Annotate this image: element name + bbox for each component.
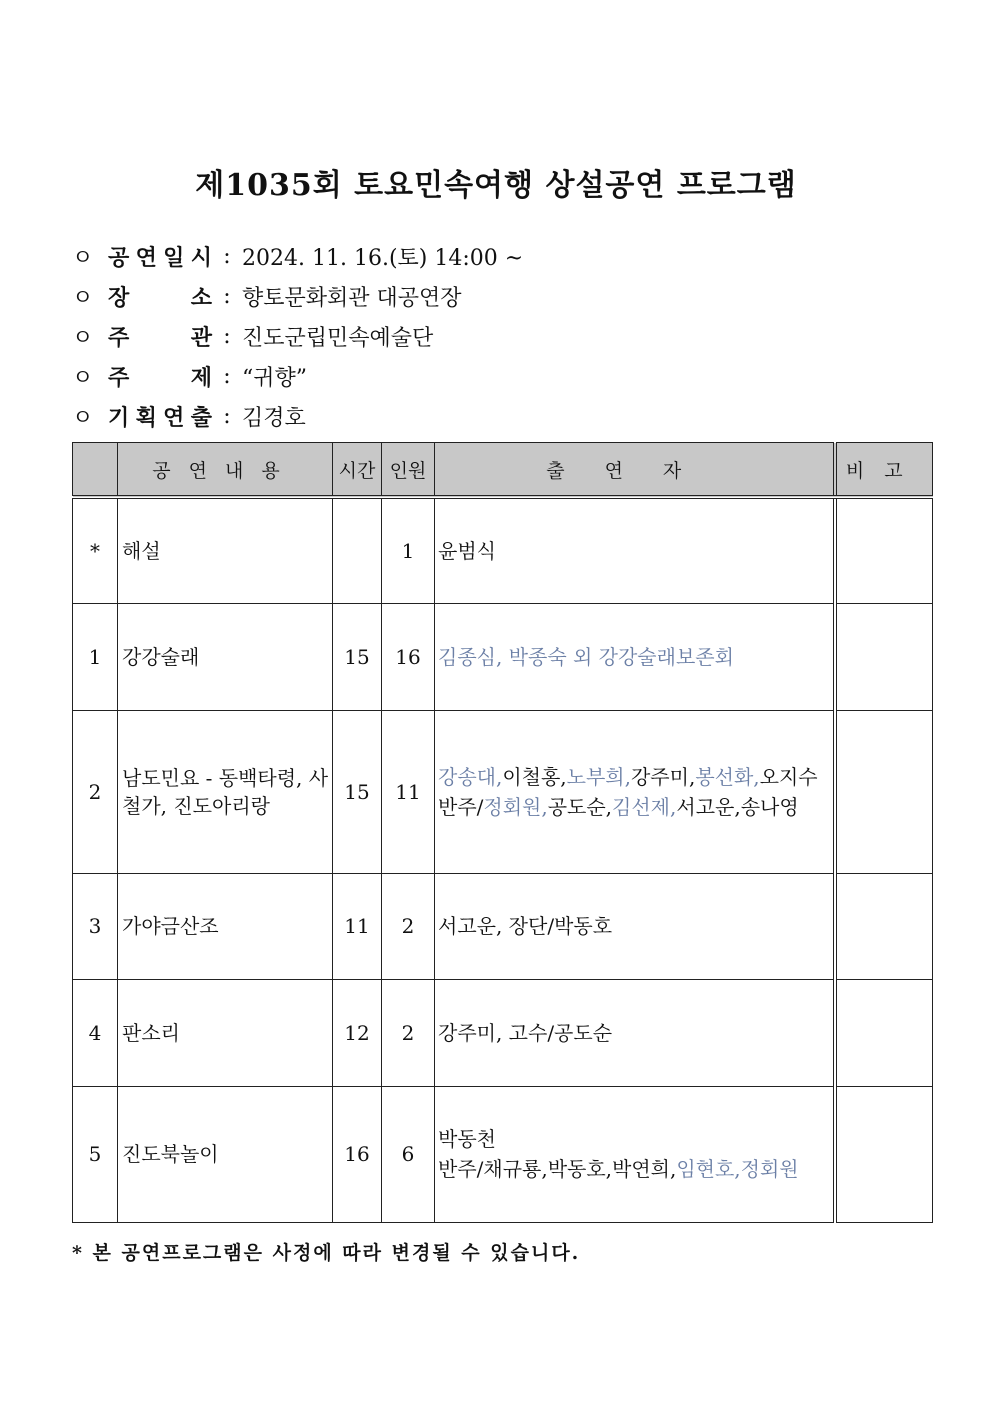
row-performers <box>435 497 835 603</box>
row-time <box>333 497 382 603</box>
info-value: 진도군립민속예술단 <box>242 325 434 351</box>
performer-name: 김종심, 박종숙 외 강강술래보존회 <box>438 644 734 669</box>
info-value: 김경호 <box>242 405 306 431</box>
info-label <box>108 281 212 312</box>
row-performers <box>435 1086 835 1222</box>
info-value: 2024. 11. 16.(토) 14:00 ~ <box>242 245 524 271</box>
performer-name: 정회원, <box>483 794 548 819</box>
row-performers <box>435 979 835 1086</box>
row-people: 1 <box>382 497 435 603</box>
performer-line <box>438 792 833 822</box>
performer-name: 윤범식 <box>438 538 496 563</box>
performer-name: 강주미, <box>630 764 696 789</box>
info-row <box>72 356 523 396</box>
row-number: * <box>73 497 118 603</box>
performer-line <box>438 1124 833 1154</box>
bullet-icon: ㅇ <box>72 245 94 271</box>
row-time: 15 <box>333 710 382 873</box>
table-row <box>73 873 933 979</box>
row-time: 15 <box>333 603 382 710</box>
performer-name: 김선제, <box>612 794 677 819</box>
info-label-char: 획 <box>135 404 157 431</box>
row-number: 3 <box>73 873 118 979</box>
info-label-char: 기 <box>108 404 130 431</box>
row-note <box>835 603 933 710</box>
performer-line <box>438 1154 833 1184</box>
bullet-icon: ㅇ <box>72 325 94 351</box>
row-content: 가야금산조 <box>118 873 333 979</box>
performer-name: 서고운,송나영 <box>676 794 799 819</box>
row-content: 남도민요 - 동백타령, 사철가, 진도아리랑 <box>118 710 333 873</box>
info-value: 향토문화회관 대공연장 <box>242 285 462 311</box>
info-colon: : <box>223 243 231 269</box>
performer-name: 서고운, 장단/박동호 <box>438 914 613 938</box>
row-number: 5 <box>73 1086 118 1222</box>
info-label-char: 소 <box>190 284 212 311</box>
row-content: 강강술래 <box>118 603 333 710</box>
page-title: 제1035회 토요민속여행 상설공연 프로그램 <box>195 168 797 203</box>
performer-name: 강송대, <box>438 764 503 789</box>
info-label-char: 연 <box>135 244 157 271</box>
row-performers <box>435 873 835 979</box>
row-note <box>835 497 933 603</box>
info-label <box>108 361 212 392</box>
row-note <box>835 1086 933 1222</box>
table-row <box>73 603 933 710</box>
performer-name: 반주/채규룡,박동호,박연희, <box>438 1157 677 1181</box>
row-people: 6 <box>382 1086 435 1222</box>
row-content: 판소리 <box>118 979 333 1086</box>
info-label-char: 관 <box>190 324 212 351</box>
performer-line <box>438 536 833 566</box>
performer-line <box>438 642 833 672</box>
row-people: 11 <box>382 710 435 873</box>
row-number: 1 <box>73 603 118 710</box>
info-label <box>108 401 212 432</box>
header-note: 비고 <box>835 443 933 498</box>
header-time: 시간 <box>333 443 382 498</box>
table-row <box>73 979 933 1086</box>
header-performers: 출연자 <box>435 443 835 498</box>
header-content: 공연내용 <box>118 443 333 498</box>
row-number: 4 <box>73 979 118 1086</box>
row-content: 해설 <box>118 497 333 603</box>
info-row <box>72 316 523 356</box>
info-label <box>108 321 212 352</box>
row-people: 2 <box>382 873 435 979</box>
info-colon: : <box>223 283 231 309</box>
info-label-char: 주 <box>108 364 130 391</box>
table-row <box>73 1086 933 1222</box>
performer-name: 오지수 <box>759 764 818 789</box>
table-header-row <box>73 443 933 498</box>
table-row <box>73 497 933 603</box>
performer-name: 임현호,정회원 <box>676 1157 799 1181</box>
info-label-char: 시 <box>190 244 212 271</box>
info-label-char: 주 <box>108 324 130 351</box>
performer-name: 반주/ <box>438 794 484 819</box>
info-label <box>108 241 212 272</box>
info-label-char: 공 <box>108 244 130 271</box>
info-colon: : <box>223 403 231 429</box>
row-time: 12 <box>333 979 382 1086</box>
info-row <box>72 236 523 276</box>
performer-line <box>438 1018 833 1048</box>
info-label-char: 장 <box>108 284 130 311</box>
performer-name: 박동천 <box>438 1127 496 1151</box>
row-content: 진도북놀이 <box>118 1086 333 1222</box>
row-note <box>835 979 933 1086</box>
info-value: “귀향” <box>242 365 307 391</box>
header-no <box>73 443 118 498</box>
info-label-char: 출 <box>190 404 212 431</box>
row-people: 16 <box>382 603 435 710</box>
info-colon: : <box>223 363 231 389</box>
footer-note: * 본 공연프로그램은 사정에 따라 변경될 수 있습니다. <box>72 1242 581 1264</box>
info-row <box>72 396 523 436</box>
bullet-icon: ㅇ <box>72 405 94 431</box>
bullet-icon: ㅇ <box>72 285 94 311</box>
header-people: 인원 <box>382 443 435 498</box>
performer-name: 공도순, <box>547 794 613 819</box>
performer-name: 강주미, 고수/공도순 <box>438 1020 613 1045</box>
info-label-char: 제 <box>190 364 212 391</box>
performer-line <box>438 762 833 792</box>
info-label-char: 일 <box>163 244 185 271</box>
info-row <box>72 276 523 316</box>
row-time: 16 <box>333 1086 382 1222</box>
row-performers <box>435 710 835 873</box>
info-colon: : <box>223 323 231 349</box>
program-table <box>72 442 933 1223</box>
bullet-icon: ㅇ <box>72 365 94 391</box>
info-label-char: 연 <box>163 404 185 431</box>
row-time: 11 <box>333 873 382 979</box>
row-note <box>835 710 933 873</box>
info-section <box>72 236 523 436</box>
row-people: 2 <box>382 979 435 1086</box>
performer-line <box>438 911 833 941</box>
row-note <box>835 873 933 979</box>
row-number: 2 <box>73 710 118 873</box>
performer-name: 봉선화, <box>695 764 760 789</box>
performer-name: 이철홍, <box>502 764 567 789</box>
table-row <box>73 710 933 873</box>
performer-name: 노부희, <box>566 764 631 789</box>
row-performers <box>435 603 835 710</box>
